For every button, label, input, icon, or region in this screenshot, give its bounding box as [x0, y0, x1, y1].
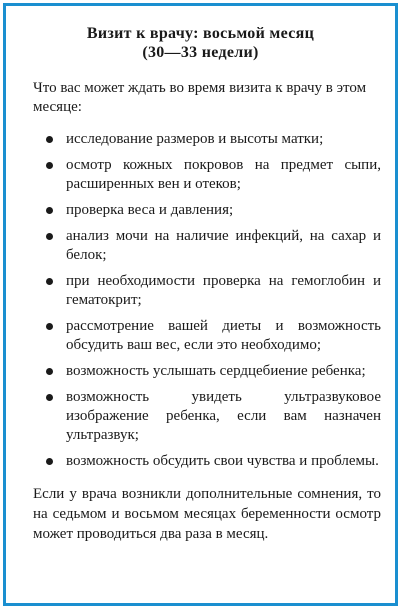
bullet-icon	[46, 458, 53, 465]
title-line-1: Визит к врачу: восьмой месяц	[86, 25, 315, 42]
list-item	[44, 272, 381, 310]
list-item-text: проверка веса и давления;	[66, 202, 234, 218]
list-item-text: осмотр кожных покровов на предмет сыпи, расширенных вен и отеков;	[66, 157, 381, 192]
list-item	[44, 156, 381, 194]
list-item	[44, 201, 381, 220]
box-title	[20, 24, 381, 62]
bullet-icon	[46, 323, 53, 330]
list-item-text: возможность увидеть ультразвуковое изображение ребенка, если вам назначен ультразвук;	[66, 389, 381, 443]
closing-paragraph: Если у врача возникли дополнительные сомнения, то на седьмом и восьмом месяцах беременности осмотр может проводиться два раза в месяц.	[33, 486, 381, 542]
intro-paragraph: Что вас может ждать во время визита к врачу в этом месяце:	[33, 80, 367, 115]
list-item	[44, 388, 381, 445]
title-line-2: (30—33 недели)	[142, 44, 259, 61]
bullet-icon	[46, 278, 53, 285]
bullet-icon	[46, 162, 53, 169]
bullet-icon	[46, 394, 53, 401]
list-item	[44, 452, 381, 471]
bullet-icon	[46, 368, 53, 375]
list-item-text: возможность услышать сердцебиение ребенка;	[66, 363, 366, 379]
list-item-text: возможность обсудить свои чувства и проблемы.	[66, 453, 379, 469]
list-item	[44, 130, 381, 149]
list-item-text: при необходимости проверка на гемоглобин и гематокрит;	[66, 273, 381, 308]
info-box	[3, 3, 398, 606]
bullet-icon	[46, 233, 53, 240]
bullet-icon	[46, 207, 53, 214]
list-item-text: анализ мочи на наличие инфекций, на сахар и белок;	[66, 228, 381, 263]
list-item	[44, 317, 381, 355]
bullet-icon	[46, 136, 53, 143]
list-item-text: исследование размеров и высоты матки;	[66, 131, 324, 147]
checkup-list	[44, 130, 381, 471]
list-item	[44, 227, 381, 265]
list-item	[44, 362, 381, 381]
list-item-text: рассмотрение вашей диеты и возможность обсудить ваш вес, если это необходимо;	[66, 318, 381, 353]
